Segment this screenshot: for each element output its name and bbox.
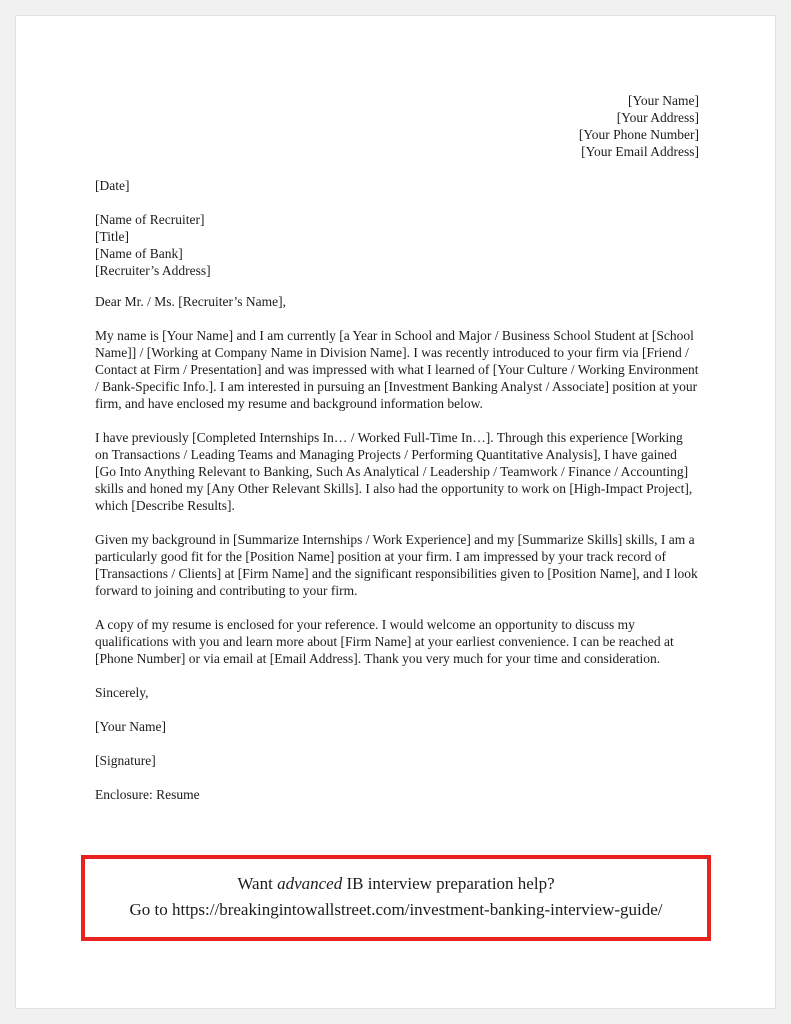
recipient-name: [Name of Recruiter] — [95, 212, 205, 227]
sender-email: [Your Email Address] — [581, 144, 699, 159]
sender-phone: [Your Phone Number] — [578, 127, 699, 142]
promo-headline — [93, 871, 699, 897]
recipient-block — [95, 211, 699, 279]
recipient-title: [Title] — [95, 229, 130, 244]
promo-goto-label: Go to — [129, 900, 172, 919]
recipient-bank: [Name of Bank] — [95, 246, 183, 261]
salutation: Dear Mr. / Ms. [Recruiter’s Name], — [95, 294, 286, 309]
enclosure-line: Enclosure: Resume — [95, 787, 200, 802]
promo-headline-prefix: Want — [237, 874, 278, 893]
signature-name: [Your Name] — [95, 719, 166, 734]
promo-box — [81, 855, 711, 941]
sender-block — [95, 92, 699, 160]
paragraph-fit: Given my background in [Summarize Internships / Work Experience] and my [Summarize Skills] skills, I am a particularly good fit for the [Position Name] position at your firm. I am impressed by your track record of [Transactions / Clients] at [Firm Name] and the significant responsibilities given to [Position Name], and I look forward to joining and contributing to your firm. — [95, 532, 698, 598]
closing: Sincerely, — [95, 685, 149, 700]
promo-url-link[interactable]: https://breakingintowallstreet.com/investment-banking-interview-guide/ — [171, 900, 663, 919]
recipient-address: [Recruiter’s Address] — [95, 263, 211, 278]
letter-body — [95, 92, 699, 803]
paragraph-experience: I have previously [Completed Internships In… / Worked Full-Time In…]. Through this experience [Working on Transactions / Leading Teams and Managing Projects / Performing Quantitative Analysis], I have gained [Go Into Anything Relevant to Banking, Such As Analytical / Leadership / Teamwork / Finance / Accounting] skills and honed my [Any Other Relevant Skills]. I also had the opportunity to work on [High-Impact Project], which [Describe Results]. — [95, 430, 693, 513]
sender-address: [Your Address] — [616, 110, 699, 125]
date-line: [Date] — [95, 178, 130, 193]
promo-headline-suffix: IB interview preparation help? — [342, 874, 555, 893]
promo-headline-emphasis: advanced — [277, 874, 343, 893]
letter-page — [15, 15, 776, 1009]
paragraph-intro: My name is [Your Name] and I am currently [a Year in School and Major / Business School Student at [School Name]] / [Working at Company Name in Division Name]. I was recently introduced to your firm via [Friend / Contact at Firm / Presentation] and was impressed with what I learned of [Your Culture / Working Environment / Bank-Specific Info.]. I am interested in pursuing an [Investment Banking Analyst / Associate] position at your firm, and have enclosed my resume and background information below. — [95, 328, 699, 411]
paragraph-contact: A copy of my resume is enclosed for your reference. I would welcome an opportunity to discuss my qualifications with you and learn more about [Firm Name] at your earliest convenience. I can be reached at [Phone Number] or via email at [Email Address]. Thank you very much for your time and consideration. — [95, 617, 674, 666]
signature-placeholder: [Signature] — [95, 753, 156, 768]
promo-link-line — [93, 897, 699, 923]
sender-name: [Your Name] — [628, 93, 699, 108]
